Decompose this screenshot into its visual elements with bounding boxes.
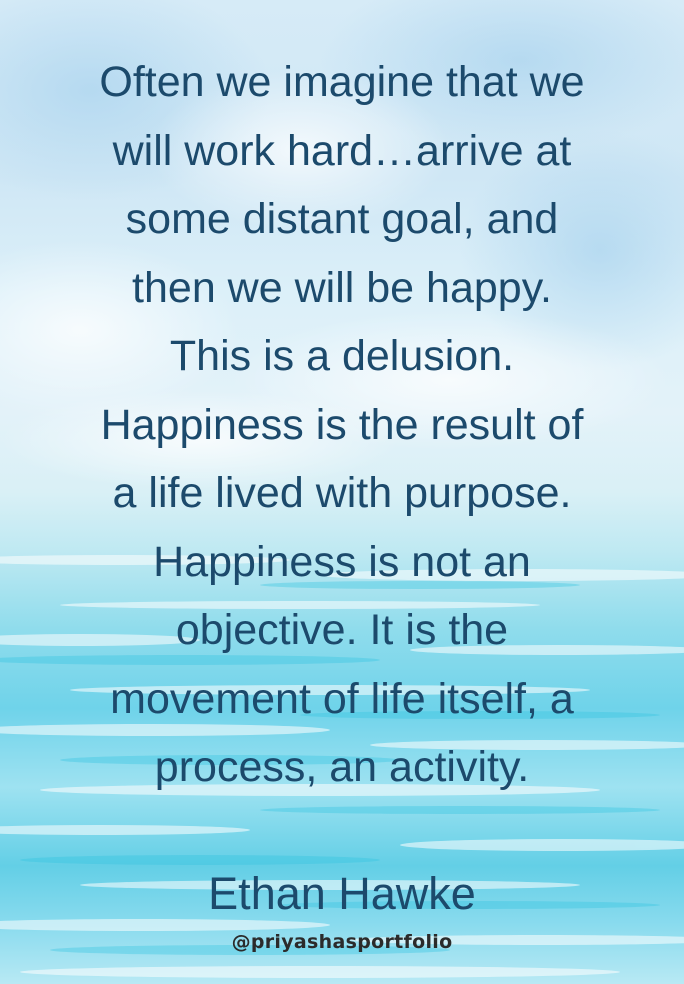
quote-line: some distant goal, and xyxy=(125,195,559,243)
quote-text xyxy=(20,48,664,802)
quote-line: process, an activity. xyxy=(154,743,530,791)
social-handle: @priyashasportfolio xyxy=(231,931,453,953)
quote-line: This is a delusion. xyxy=(169,332,515,380)
quote-line: movement of life itself, a xyxy=(110,674,574,723)
quote-line: objective. It is the xyxy=(175,606,509,654)
quote-line: Happiness is not an xyxy=(153,537,531,586)
quote-author: Ethan Hawke xyxy=(208,868,476,919)
quote-line: Happiness is the result of xyxy=(100,400,584,449)
quote-line: then we will be happy. xyxy=(132,263,552,312)
quote-line: a life lived with purpose. xyxy=(112,469,572,517)
quote-line: will work hard…arrive at xyxy=(112,126,572,175)
quote-line: Often we imagine that we xyxy=(99,58,585,106)
